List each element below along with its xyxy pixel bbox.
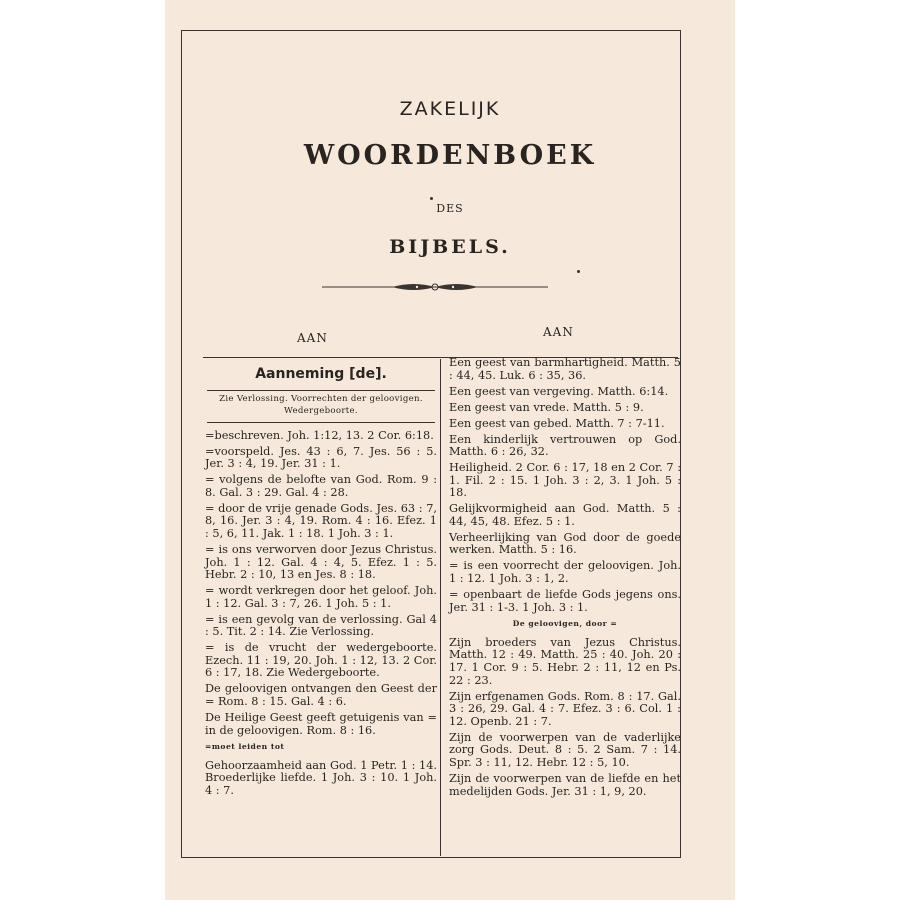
list-item: Heiligheid. 2 Cor. 6 : 17, 18 en 2 Cor. 7 : 1. Fil. 2 : 15. 1 Joh. 3 : 2, 3. 1 Joh. 5 : 18. (449, 461, 681, 500)
list-item: De geloovigen ontvangen den Geest der = Rom. 8 : 15. Gal. 4 : 6. (205, 682, 437, 708)
list-item: = openbaart de liefde Gods jegens ons. Jer. 31 : 1-3. 1 Joh. 3 : 1. (449, 588, 681, 614)
entry-heading: Aanneming [de]. (255, 366, 387, 382)
list-item: = wordt verkregen door het geloof. Joh. 1 : 12. Gal. 3 : 7, 26. 1 Joh. 5 : 1. (205, 584, 437, 610)
ink-speck (577, 270, 580, 273)
list-item: =voorspeld. Jes. 43 : 6, 7. Jes. 56 : 5. Jer. 3 : 4, 19. Jer. 31 : 1. (205, 444, 437, 471)
list-item: Een geest van barmhartigheid. Matth. 5 : 44, 45. Luk. 6 : 35, 36. (449, 356, 681, 382)
column-divider (440, 359, 441, 856)
left-entries (205, 430, 437, 738)
running-head-left: AAN (297, 331, 328, 345)
subheading: =moet leiden tot (205, 742, 285, 752)
list-item: Gelijkvormigheid aan God. Matth. 5 : 44, 45, 48. Efez. 5 : 1. (449, 502, 681, 528)
ornament-rule (322, 280, 548, 294)
subheading: De geloovigen, door = (512, 619, 618, 629)
see-reference: Zie Verlossing. Voorrechten der geloovigen. Wedergeboorte. (207, 390, 435, 423)
list-item: De Heilige Geest geeft getuigenis van = in de geloovigen. Rom. 8 : 16. (205, 710, 437, 737)
list-item: = is ons verworven door Jezus Christus. Joh. 1 : 12. Gal. 4 : 4, 5. Efez. 1 : 5. Hebr. 2 : 10, 13 en Jes. 8 : 18. (205, 542, 437, 582)
title-des: DES (436, 202, 464, 215)
list-item: Zijn broeders van Jezus Christus. Matth. 12 : 49. Matth. 25 : 40. Joh. 20 : 17. 1 Cor. 9 : 5. Hebr. 2 : 11, 12 en Ps. 22 : 23. (449, 635, 681, 687)
list-item: Een geest van vergeving. Matth. 6:14. (449, 384, 669, 398)
ink-speck (430, 197, 433, 200)
list-item: Zijn erfgenamen Gods. Rom. 8 : 17. Gal. 3 : 26, 29. Gal. 4 : 7. Efez. 3 : 6. Col. 1 : 12. Openb. 21 : 7. (449, 689, 681, 728)
list-item: Zijn de voorwerpen van de liefde en het medelijden Gods. Jer. 31 : 1, 9, 20. (449, 771, 681, 798)
list-item: Gehoorzaamheid aan God. 1 Petr. 1 : 14. Broederlijke liefde. 1 Joh. 3 : 10. 1 Joh. 4 : 7. (205, 758, 437, 797)
list-item: =beschreven. Joh. 1:12, 13. 2 Cor. 6:18. (205, 428, 434, 442)
title-bijbels: BIJBELS. (389, 236, 511, 258)
list-item: = is een voorrecht der geloovigen. Joh. 1 : 12. 1 Joh. 3 : 1, 2. (449, 559, 681, 586)
list-item: Een geest van gebed. Matth. 7 : 7-11. (449, 416, 665, 430)
left-column (205, 363, 437, 801)
list-item: = volgens de belofte van God. Rom. 9 : 8. Gal. 3 : 29. Gal. 4 : 28. (205, 473, 437, 499)
title-woordenboek: WOORDENBOEK (303, 140, 597, 171)
list-item: Zijn de voorwerpen van de vaderlijke zorg Gods. Deut. 8 : 5. 2 Sam. 7 : 14. Spr. 3 : 11, 12. Hebr. 12 : 5, 10. (449, 730, 681, 769)
list-item: = is de vrucht der wedergeboorte. Ezech. 11 : 19, 20. Joh. 1 : 12, 13. 2 Cor. 6 : 17, 18. Zie Wedergeboorte. (205, 641, 437, 680)
list-item: Een kinderlijk vertrouwen op God. Matth. 6 : 26, 32. (449, 432, 681, 459)
list-item: = is een gevolg van de verlossing. Gal 4 : 5. Tit. 2 : 14. Zie Verlossing. (205, 612, 437, 639)
list-item: = door de vrije genade Gods. Jes. 63 : 7, 8, 16. Jer. 3 : 4, 19. Rom. 4 : 16. Efez. 1 : 5, 6, 11. Jak. 1 : 18. 1 Joh. 3 : 1. (205, 501, 437, 540)
title-zakelijk: ZAKELIJK (399, 98, 501, 120)
running-head-right: AAN (543, 325, 574, 339)
right-column (449, 357, 681, 801)
list-item: Een geest van vrede. Matth. 5 : 9. (449, 400, 644, 414)
list-item: Verheerlijking van God door de goede werken. Matth. 5 : 16. (449, 530, 681, 557)
